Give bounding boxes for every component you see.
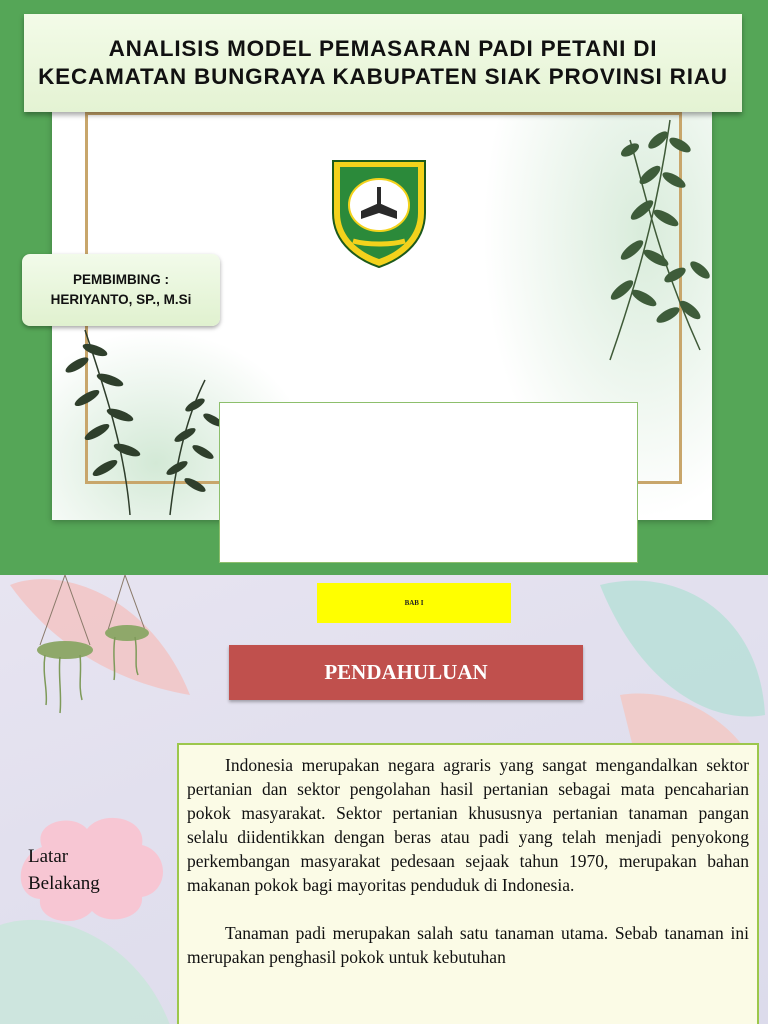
title-box xyxy=(24,14,742,112)
chapter-text: BAB I xyxy=(404,599,424,607)
introduction-slide xyxy=(0,575,768,1024)
section-heading-bar xyxy=(229,645,583,700)
presentation-title: ANALISIS MODEL PEMASARAN PADI PETANI DI KECAMATAN BUNGRAYA KABUPATEN SIAK PROVINSI RIAU xyxy=(38,36,728,89)
fern-leaf-right-icon xyxy=(550,110,720,370)
supervisor-label: PEMBIMBING : xyxy=(73,272,169,287)
hanging-plant-icon xyxy=(20,575,150,715)
supervisor-box xyxy=(22,254,220,326)
body-paragraph-2: Tanaman padi merupakan salah satu tanaman utama. Sebab tanaman ini merupakan penghasil pokok untuk kebutuhan xyxy=(187,923,749,967)
body-text-box xyxy=(177,743,759,1024)
blank-text-box xyxy=(219,402,638,563)
body-paragraph-1: Indonesia merupakan negara agraris yang sangat mengandalkan sektor pertanian dan sektor pengolahan hasil pertanian sebagai mata pencaharian pokok masyarakat. Sektor pertanian khususnya pertanian tanaman pangan selalu diidentikkan dengan beras atau padi yang telah menjadi penyokong perkembangan masyarakat pedesaan sejaak tahun 1970, merupakan bahan makanan pokok bagi mayoritas penduduk di Indonesia. xyxy=(187,755,749,895)
supervisor-name: HERIYANTO, SP., M.Si xyxy=(50,292,192,307)
section-heading: PENDAHULUAN xyxy=(324,660,488,684)
fern-leaf-left-icon xyxy=(55,320,225,520)
sidebar-label: Latar Belakang xyxy=(28,846,100,894)
university-logo-icon xyxy=(327,153,431,269)
chapter-label xyxy=(317,583,511,623)
